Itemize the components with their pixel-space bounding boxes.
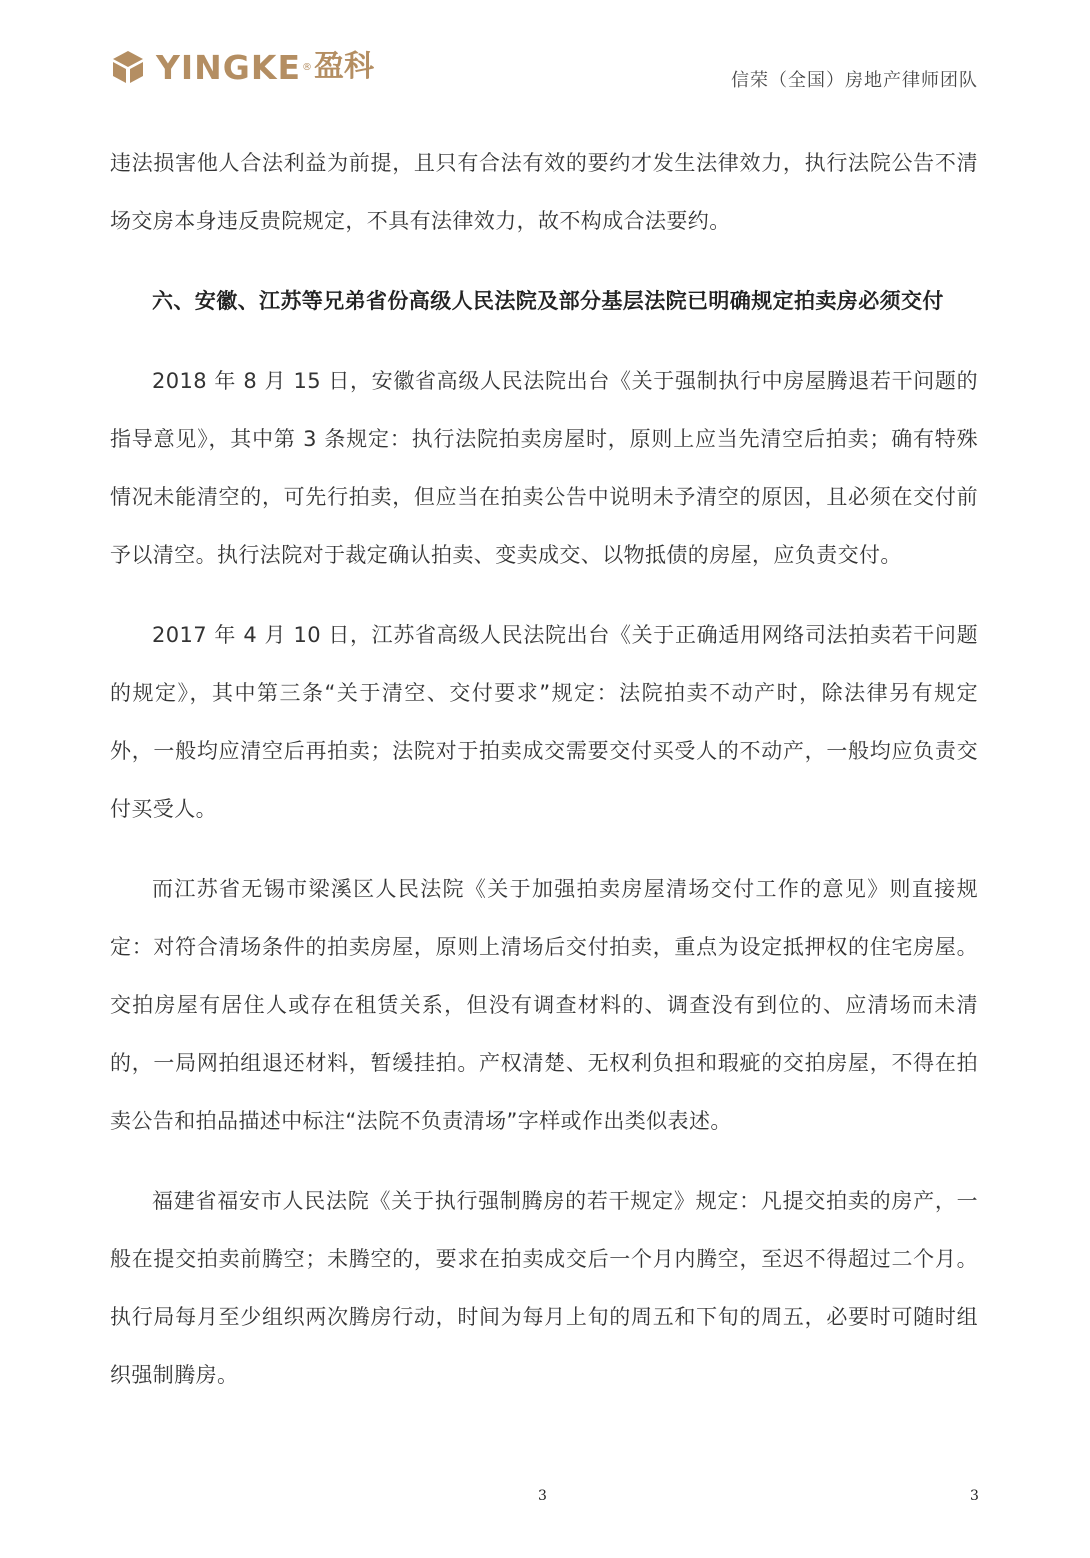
paragraph: 2018 年 8 月 15 日，安徽省高级人民法院出台《关于强制执行中房屋腾退若干问题的指导意见》，其中第 3 条规定：执行法院拍卖房屋时，原则上应当先清空后拍卖；确有特殊情况未能清空的，可先行拍卖，但应当在拍卖公告中说明未予清空的原因，且必须在交付前予以清空。执行法院对于裁定确认拍卖、变卖成交、以物抵债的房屋，应负责交付。 (110, 369, 978, 567)
brand-name-cn: 盈科 (314, 49, 374, 84)
paragraph: 违法损害他人合法利益为前提，且只有合法有效的要约才发生法律效力，执行法院公告不清场交房本身违反贵院规定，不具有法律效力，故不构成合法要约。 (110, 151, 978, 233)
yingke-logo (110, 44, 374, 90)
paragraph: 而江苏省无锡市梁溪区人民法院《关于加强拍卖房屋清场交付工作的意见》则直接规定：对符合清场条件的拍卖房屋，原则上清场后交付拍卖，重点为设定抵押权的住宅房屋。交拍房屋有居住人或存在租赁关系，但没有调查材料的、调查没有到位的、应清场而未清的，一局网拍组退还材料，暂缓挂拍。产权清楚、无权利负担和瑕疵的交拍房屋，不得在拍卖公告和拍品描述中标注“法院不负责清场”字样或作出类似表述。 (110, 877, 978, 1133)
section-heading: 六、安徽、江苏等兄弟省份高级人民法院及部分基层法院已明确规定拍卖房必须交付 (152, 289, 944, 313)
registered-mark: ® (302, 61, 312, 73)
yingke-logo-icon (110, 49, 146, 85)
paragraph: 福建省福安市人民法院《关于执行强制腾房的若干规定》规定：凡提交拍卖的房产，一般在提交拍卖前腾空；未腾空的，要求在拍卖成交后一个月内腾空，至迟不得超过二个月。执行局每月至少组织两次腾房行动，时间为每月上旬的周五和下旬的周五，必要时可随时组织强制腾房。 (110, 1189, 978, 1387)
page-number-center: 3 (538, 1488, 547, 1504)
paragraph: 2017 年 4 月 10 日，江苏省高级人民法院出台《关于正确适用网络司法拍卖若干问题的规定》，其中第三条“关于清空、交付要求”规定：法院拍卖不动产时，除法律另有规定外，一般均应清空后再拍卖；法院对于拍卖成交需要交付买受人的不动产，一般均应负责交付买受人。 (110, 623, 978, 821)
document-body (110, 134, 978, 1404)
brand-name-en: YINGKE (156, 47, 301, 87)
team-name: 信荣（全国）房地产律师团队 (731, 70, 978, 91)
page-header (0, 0, 1090, 110)
page-number-right: 3 (970, 1488, 979, 1504)
